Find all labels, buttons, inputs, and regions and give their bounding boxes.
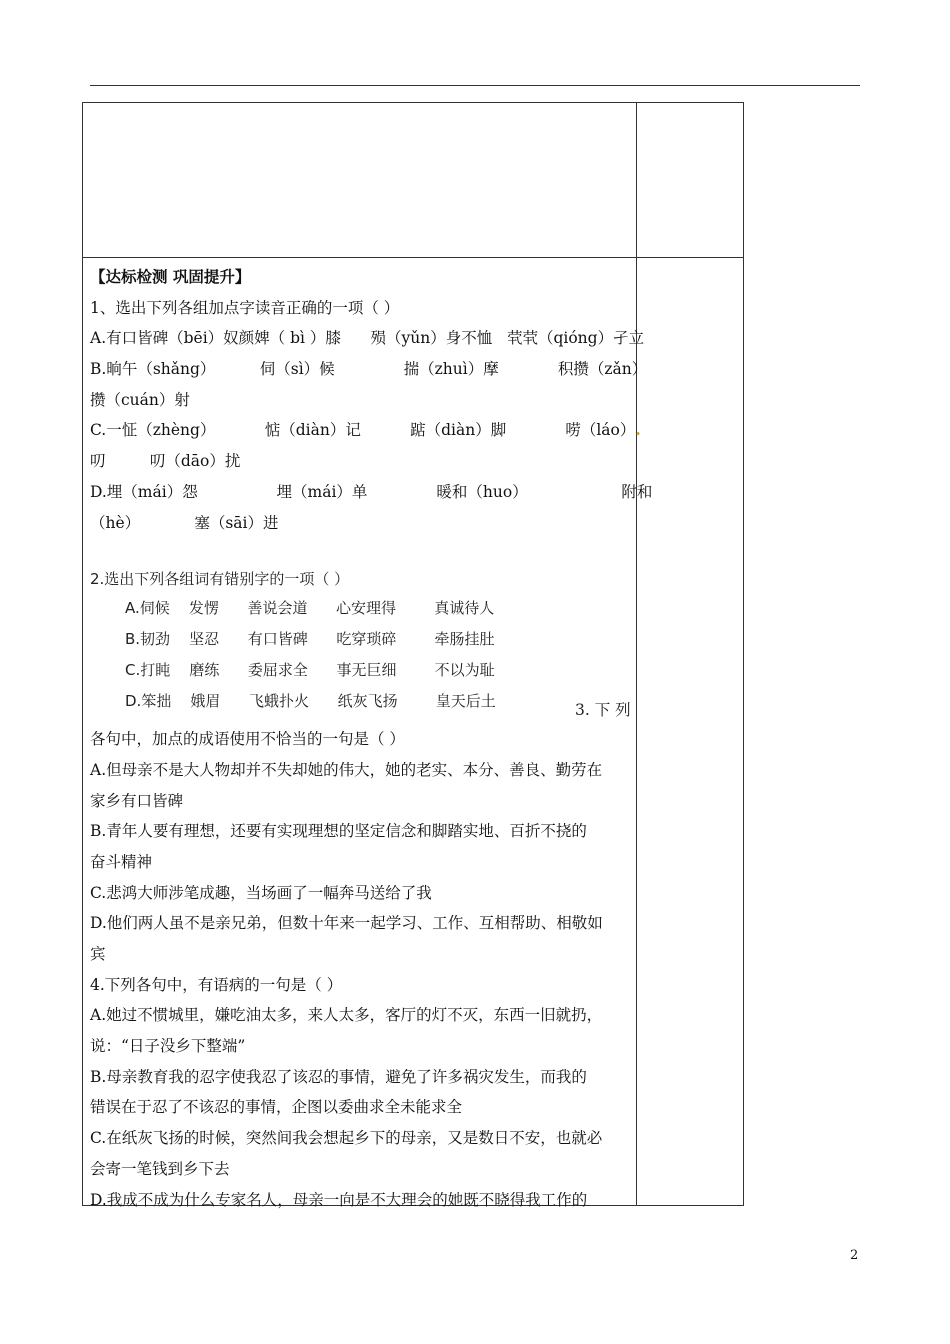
q3-line: 奋斗精神 [90,852,153,871]
q2-option-row: D.笨拙 娥眉 飞蛾扑火 纸灰飞扬 皇天后土 [125,692,496,711]
q2-option-row: B.韧劲 坚忍 有口皆碑 吃穿琐碎 牵肠挂肚 [125,630,495,649]
q3-line: 宾 [90,945,106,963]
q4-line: D.我成不成为什么专家名人，母亲一向是不大理会的她既不晓得我工作的 [90,1190,588,1209]
q1-line: A.有口皆碑（bēi）奴颜婢（ bì ）膝 殒（yǔn）身不恤 茕茕（qióng）孑立 [90,329,645,348]
table-row-divider [82,257,744,258]
stray-dot-mark: . [635,420,641,440]
q2-option-row: A.伺候 发愣 善说会道 心安理得 真诚待人 [125,599,495,618]
q4-line: A.她过不惯城里，嫌吃油太多，来人太多，客厅的灯不灭，东西一旧就扔， [90,1006,603,1025]
q4-line: C.在纸灰飞扬的时候，突然间我会想起乡下的母亲，又是数日不安，也就必 [90,1129,603,1148]
header-rule [90,85,860,86]
q1-line: （hè） 塞（sāi）进 [90,513,279,532]
q1-line: B.晌午（shǎng） 伺（sì）候 揣（zhuì）摩 积攒（zǎn） [90,360,648,379]
q1-line: C.一怔（zhèng） 惦（diàn）记 踮（diàn）脚 唠（láo）. [90,420,641,440]
q1-stem: 1、选出下列各组加点字读音正确的一项（ ） [90,298,400,317]
q1-line: 攒（cuán）射 [90,390,190,409]
page-number: 2 [850,1248,859,1263]
q1-line: D.埋（mái）怨 埋（mái）单 暖和（huo） 附和 [90,482,653,501]
q4-line: 说：“日子没乡下整端” [90,1037,246,1056]
q3-line: C.悲鸿大师涉笔成趣，当场画了一幅奔马送给了我 [90,883,432,902]
q2-scanned-block [90,568,630,724]
exercise-content [90,262,653,1215]
section-heading: 【达标检测 巩固提升】 [90,267,251,286]
q3-line: A.但母亲不是大人物却并不失却她的伟大，她的老实、本分、善良、勤劳在 [90,760,603,779]
q4-line: B.母亲教育我的忍字使我忍了该忍的事情，避免了许多祸灾发生，而我的 [90,1067,587,1086]
q3-line: D.他们两人虽不是亲兄弟，但数十年来一起学习、工作、互相帮助、相敬如 [90,914,603,933]
q2-stem: 2.选出下列各组词有错别字的一项（ ） [90,570,350,589]
q3-stem-head: 3. 下 列 [575,701,631,720]
table-column-divider [636,102,637,1206]
q3-stem: 各句中，加点的成语使用不恰当的一句是（ ） [90,730,405,749]
q3-line: B.青年人要有理想，还要有实现理想的坚定信念和脚踏实地、百折不挠的 [90,822,587,841]
q2-option-row: C.打盹 磨练 委屈求全 事无巨细 不以为耻 [125,661,495,680]
q4-line: 错误在于忍了不该忍的事情，企图以委曲求全未能求全 [90,1098,463,1117]
q4-line: 会寄一笔钱到乡下去 [90,1159,230,1178]
q4-stem: 4.下列各句中，有语病的一句是（ ） [90,975,343,994]
q3-line: 家乡有口皆碑 [90,791,184,810]
q1-line: 叨 叨（dāo）扰 [90,452,241,471]
